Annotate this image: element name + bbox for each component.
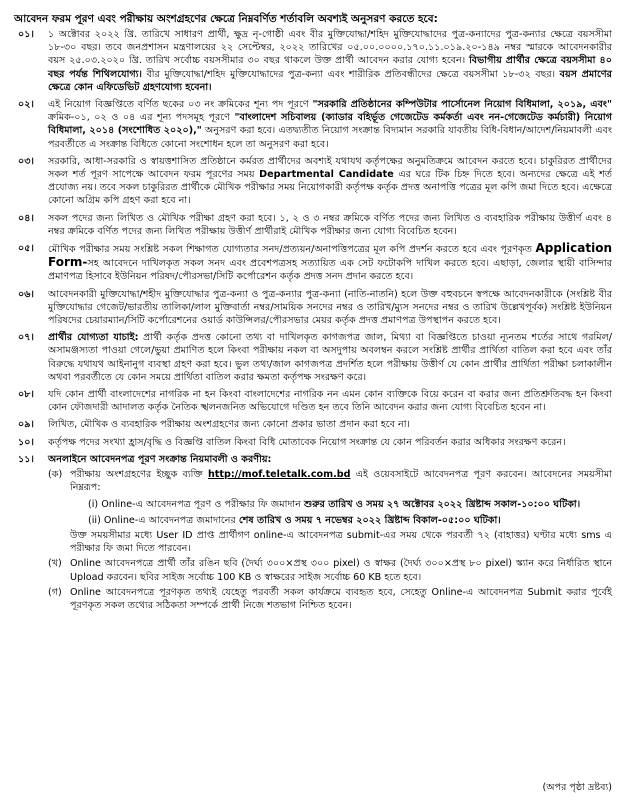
website-link[interactable]: http://mof.teletalk.com.bd [207,469,351,481]
sub-item-text: Online আবেদনপত্রে প্রার্থী তাঁর রঙিন ছবি (দৈর্ঘ্য ৩০০×প্রস্থ ৩০০ pixel) ও স্বাক্ষর (দৈর্ঘ্য ৩০০×প্রস্থ ৮০ pixel) স্ক্যান করে নির্ধারিত স্থানে Upload করবেন। ছবির সাইজ সর্বোচ্চ 100 KB ও স্বাক্ষরের সাইজ সর্বোচ্চ 60 KB হতে হবে। [70,558,612,583]
item-body [48,242,612,284]
item-text: সহ আবেদনে দাখিলকৃত সকল সনদ এবং প্রবেশপত্রসহ সত্যায়িত এক সেট ফটোকপি দাখিল করতে হবে। এছাড়া, জেলার স্থায়ী বাসিন্দার প্রমাণপত্র হিসাবে ইউনিয়ন পরিষদ/পৌরসভা/সিটি কর্পোরেশন কর্তৃক প্রদত্ত সনদ প্রদান করতে হবে। [48,258,612,283]
item-text: ক্রমিক-০১, ০২ ও ০৪ এর শূন্য পদসমূহ পূরণে [48,112,230,124]
item-body [48,212,612,238]
sub-item-label: (গ) [48,586,62,598]
item-body [48,155,612,208]
item-body [48,388,612,414]
list-item [14,331,612,384]
list-item [14,155,612,208]
sub-item-label: (ক) [48,469,63,481]
item-number: ০৭। [18,332,34,344]
sub-item-label: (খ) [48,558,62,570]
schedule-note: উক্ত সময়সীমার মধ্যে User ID প্রাপ্ত প্রার্থীগণ online-এ আবেদনপত্র submit-এর সময় থেকে পরবর্তী ৭২ (বাহাত্তর) ঘণ্টার মধ্যে sms এ পরীক্ষার ফি জমা দিতে পারবেন। [70,529,612,555]
list-item [14,418,612,431]
sub-item-text: এই ওয়েবসাইটে আবেদনপত্র পূরণ করবেন। আবেদনের সময়সীমা নিম্নরূপ: [70,469,612,494]
schedule-start [88,498,612,511]
page-footer: (অপর পৃষ্ঠা দ্রষ্টব্য) [542,782,612,793]
list-item [14,242,612,284]
schedule-bold: শেষ তারিখ ও সময় ৭ নভেম্বর ২০২২ খ্রিষ্টাব্দ বিকাল-০৫:০০ ঘটিকা। [238,514,501,526]
item-text: কর্তৃপক্ষ পদের সংখ্যা হ্রাস/বৃদ্ধি ও বিজ্ঞপ্তি বাতিল কিংবা বিধি মোতাবেক নিয়োগ সংক্রান্ত যে কোন পরিবর্তন করার অধিকার সংরক্ষণ করেন। [48,436,566,448]
item-bold-text: Departmental Candidate [259,169,394,181]
item-text: বীর মুক্তিযোদ্ধা/শহিদ মুক্তিযোদ্ধাদের পুত্র-কন্যা এবং শারীরিক প্রতিবন্ধীদের ক্ষেত্রে বয়সসীমা ১৮-৩২ বছর। [146,68,556,80]
item-number: ০৮। [18,389,34,401]
item-number: ০৩। [18,155,34,167]
item-body [48,418,612,431]
list-item [14,288,612,328]
item-number: ০১। [18,29,34,40]
sub-item-b [48,557,612,583]
item-bold-text: "বাংলাদেশ সচিবালয় (ক্যাডার বহির্ভূত গেজেটেড কর্মকর্তা এবং নন-গেজেটেড কর্মচারী) নিয়োগ বিধিমালা, ২০১৪ (সংশোধিত ২০২০)," [48,112,612,137]
item-text: এই নিয়োগ বিজ্ঞপ্তিতে বর্ণিত ছকের ০৩ নং ক্রমিকের শূন্য পদ পূরণে [48,99,309,111]
item-bold-text: "সরকারি প্রতিষ্ঠানের কম্পিউটার পার্সোনেল নিয়োগ বিধিমালা, ২০১৯, এবং" [312,99,612,111]
item-body [48,28,612,94]
item-body [48,436,612,449]
schedule-text: (i) Online-এ আবেদনপত্র পূরণ ও পরীক্ষার ফি জমাদান [88,498,301,510]
list-item [14,436,612,449]
list-item [14,212,612,238]
list-item [14,453,612,612]
item-bold-text: বয়স প্রমাণের ক্ষেত্রে কোন এফিডেভিট গ্রহণযোগ্য হবেনা। [48,68,612,93]
item-text: প্রার্থী কর্তৃক প্রদত্ত কোনো তথ্য বা দাখিলকৃত কাগজপত্র জাল, মিথ্যা বা বিজ্ঞপ্তিতে চাওয়া ন্যূনতম শর্তের সাথে গরমিল/অসামঞ্জস্যতা পাওয়া গেলে/ভুয়া প্রমাণিত হলে কিংবা পরীক্ষায় নকল বা অসদুপায় অবলম্বন করলে সংশ্লিষ্ট প্রার্থীর প্রার্থিতা বাতিল করা হবে এবং তাঁর বিরুদ্ধে যথাযথ আইনানুগ ব্যবস্থা গ্রহণ করা হবে। ভুল তথ্য/জাল কাগজপত্র প্রদর্শিত হলে পরীক্ষায় উত্তীর্ণ যে কোন প্রার্থীর প্রার্থিতা পরীক্ষা চলাকালীন অথবা পরবর্তীতে যে কোন সময়ে প্রার্থিতা বাতিল করার ক্ষমতা কর্তৃপক্ষ সংরক্ষণ করে। [48,332,612,383]
item-body [48,331,612,384]
item-text: অনুসরণ করা হবে। এতদ্ব্যতীত নিয়োগ সংক্রান্ত বিদ্যমান সরকারি যাবতীয় বিধি-বিধান/আদেশ/নিয়মাবলী এবং পরবর্তীতে এ সংক্রান্ত বিধিতে কোনো সংশোধন হলে তা অনুসরণ করা হবে। [48,125,612,150]
item-text: লিখিত, মৌখিক ও ব্যবহারিক পরীক্ষায় অংশগ্রহণের জন্য কোনো প্রকার ভাতা প্রদান করা হবে না। [48,419,410,431]
item-bold-text: বিভাগীয় প্রার্থীর ক্ষেত্রে বয়সসীমা ৪০ বছর পর্যন্ত শিথিলযোগ্য। [48,55,612,80]
item-number: ০৫। [18,243,34,255]
schedule-bold: শুরুর তারিখ ও সময় ২৭ অক্টোবর ২০২২ খ্রিষ্টাব্দ সকাল-১০:০০ ঘটিকা। [304,498,581,510]
item-bold-text: Application Form- [48,241,612,270]
item-body [48,453,612,612]
item-text: যদি কোন প্রার্থী বাংলাদেশের নাগরিক না হন কিংবা বাংলাদেশের নাগরিক নন এমন কোন ব্যক্তিকে বিয়ে করেন বা করার জন্য প্রতিশ্রুতিবদ্ধ হন কিংবা কোন ফৌজদারী আদালত কর্তৃক নৈতিক স্খলনজনিত অভিযোগে দণ্ডিত হন তবে তিনি আবেদন করার জন্য যোগ্য বিবেচিত হবেন না। [48,389,612,414]
sub-item-body [70,468,612,555]
section-title: অনলাইনে আবেদনপত্র পূরণ সংক্রান্ত নিয়মাবলী ও করণীয়: [48,453,272,465]
item-number: ০৯। [18,419,34,431]
sub-item-a [48,468,612,555]
item-body [48,98,612,151]
sub-item-c [48,586,612,612]
item-text: এর ঘরে টিক চিহ্ন দিতে হবে। অন্যদের ক্ষেত্রে এই শর্ত প্রযোজ্য নয়। তবে সকল চাকুরিরত প্রার্থীকে মৌখিক পরীক্ষার সময় নিয়োগকারী কর্তৃপক্ষ কর্তৃক প্রদত্ত অনাপত্তি পত্রের মূল কপি জমা দিতে হবে। এক্ষেত্রে কোনো অগ্রিম কপি গ্রহণ করা হবে না। [48,169,612,207]
schedule-text: (ii) Online-এ আবেদনপত্র জমাদানের [88,514,236,526]
list-item [14,98,612,151]
item-text: সকল পদের জন্য লিখিত ও মৌখিক পরীক্ষা গ্রহণ করা হবে। ১, ২ ও ৩ নম্বর ক্রমিকে বর্ণিত পদের জন্য লিখিত ও ব্যবহারিক পরীক্ষায় উত্তীর্ণ এবং ৪ নম্বর ক্রমিকে বর্ণিত পদের জন্য লিখিত পরীক্ষায় উত্তীর্ণ প্রার্থীরাই মৌখিক পরীক্ষার জন্য যোগ্য বিবেচিত হবেন। [48,212,612,237]
item-number: ০৬। [18,288,34,300]
item-body [48,288,612,328]
item-text: ১ অক্টোবর ২০২২ খ্রি. তারিখে সাধারণ প্রার্থী, ক্ষুদ্র নৃ-গোষ্ঠী এবং বীর মুক্তিযোদ্ধা/শহিদ মুক্তিযোদ্ধাদের পুত্র-কন্যাদের পুত্র-কন্যার ক্ষেত্রে বয়সসীমা ১৮-৩০ বছর। তবে জনপ্রশাসন মন্ত্রণালয়ের ২২ সেপ্টেম্বর, ২০২২ তারিখের ০৫.০০.০০০০.১৭০.১১.০১৯.২০-১৪৯ নম্বর স্মারকে আবেদনকারীর বয়স ২৫.০৩.২০২০ খ্রি. তারিখ সর্বোচ্চ বয়সসীমার ৩০ বছর থাকলে উক্ত প্রার্থী আবেদন করার যোগ্য হবেন। [48,29,612,67]
sub-item-text: পরীক্ষায় অংশগ্রহণের ইচ্ছুক ব্যক্তি [70,469,203,481]
list-item [14,388,612,414]
item-text: আবেদনকারী মুক্তিযোদ্ধা/শহীদ মুক্তিযোদ্ধার পুত্র-কন্যা ও পুত্র-কন্যার পুত্র-কন্যা (নাতি-নাতনি) হলে উক্ত বহুবচনে স্বপক্ষে আবেদনকারীকে (সংশ্লিষ্ট বীর মুক্তিযোদ্ধার গেজেট/ভারতীয় তালিকা/লাল মুক্তিবার্তা নম্বর/সাময়িক সনদের নম্বর ও তারিখ/ম্যুস সনদের নম্বর ও তারিখ উল্লেখপূর্বক) সংশ্লিষ্ট ইউনিয়ন পরিষদের চেয়ারম্যান/সিটি কর্পোরেশনের ওয়ার্ড কাউন্সিলর/পৌরসভার মেয়র কর্তৃক প্রদত্ত প্রমাণপত্র উপস্থাপন করতে হবে। [48,288,612,327]
item-number: ০৪। [18,212,34,224]
schedule-end [88,514,612,527]
item-bold-text: প্রার্থীর যোগ্যতা যাচাই: [48,332,139,344]
sub-item-text: Online আবেদনপত্রে পূরণকৃত তথ্যই যেহেতু পরবর্তী সকল কার্যক্রমে ব্যবহৃত হবে, সেহেতু Online-এ আবেদনপত্র Submit করার পূর্বেই পূরণকৃত সকল তথ্যের সঠিকতা সম্পর্কে প্রার্থী নিজে শতভাগ নিশ্চিত হবেন। [70,586,612,611]
item-text: সরকারি, আধা-সরকারি ও স্বায়ত্তশাসিত প্রতিষ্ঠানে কর্মরত প্রার্থীদের অবশ্যই যথাযথ কর্তৃপক্ষের অনুমতিক্রমে আবেদন করতে হবে। চাকুরিরত প্রার্থীদের সকল শর্ত পূরণ সাপেক্ষে আবেদন ফরম পূরণের সময় [48,155,612,181]
item-number: ১০। [18,436,34,448]
page-header: আবেদন ফরম পূরণ এবং পরীক্ষায় অংশগ্রহণের ক্ষেত্রে নিম্নবর্ণিত শর্তাবলি অবশ্যই অনুসরণ করতে হবে: [14,13,438,25]
item-number: ১১। [18,453,34,465]
item-number: ০২। [18,99,34,111]
list-item [14,28,612,94]
item-text: মৌখিক পরীক্ষার সময় সংশ্লিষ্ট সকল শিক্ষাগত যোগ্যতার সনদ/প্রত্যয়ন/অনাপত্তিপত্রের মূল কপি প্রদর্শন করতে হবে এবং পূরণকৃত [48,244,532,256]
